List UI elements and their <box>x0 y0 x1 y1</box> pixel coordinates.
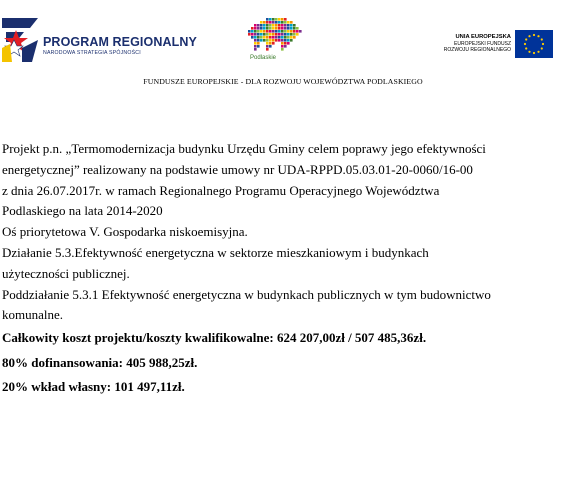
submeasure-line: Poddziałanie 5.3.1 Efektywność energetyczna w budynkach publicznych w tym budownictwo <box>2 286 491 302</box>
total-cost: Całkowity koszt projektu/koszty kwalifikowalne: 624 207,00zł / 507 485,36zł. <box>2 330 427 346</box>
program-regionalny-star-icon <box>2 18 42 62</box>
description-line: z dnia 26.07.2017r. w ramach Regionalnego Programu Operacyjnego Województwa <box>2 182 440 198</box>
measure-line: użyteczności publicznej. <box>2 265 130 281</box>
program-regionalny-text <box>43 36 197 57</box>
header-logos <box>0 0 566 74</box>
priority-axis-line: Oś priorytetowa V. Gospodarka niskoemisyjna. <box>2 224 248 240</box>
podlaskie-bison-icon <box>248 18 302 52</box>
description-line: Projekt p.n. „Termomodernizacja budynku Urzędu Gminy celem poprawy jego efektywności <box>2 141 486 156</box>
podlaskie-logo <box>248 18 302 66</box>
podlaskie-label: Podlaskie <box>250 55 277 61</box>
project-description <box>2 139 564 400</box>
unia-europejska-fund-line2: ROZWOJU REGIONALNEGO <box>443 47 511 53</box>
unia-europejska-title: UNIA EUROPEJSKA <box>455 34 511 40</box>
own-contribution-amount: 20% wkład własny: 101 497,11zł. <box>2 379 185 395</box>
unia-europejska-logo <box>418 28 558 64</box>
program-regionalny-logo <box>2 16 197 66</box>
unia-europejska-text <box>444 34 511 53</box>
eu-flag-icon <box>515 30 553 58</box>
cofinancing-amount: 80% dofinansowania: 405 988,25zł. <box>2 354 198 370</box>
tagline: FUNDUSZE EUROPEJSKIE - DLA ROZWOJU WOJEWÓDZTWA PODLASKIEGO <box>143 77 423 86</box>
measure-line: Działanie 5.3.Efektywność energetyczna w sektorze mieszkaniowym i budynkach <box>2 244 429 260</box>
program-regionalny-title: PROGRAM REGIONALNY <box>43 35 197 49</box>
unia-europejska-fund-line1: EUROPEJSKI FUNDUSZ <box>454 41 511 47</box>
description-line: Podlaskiego na lata 2014-2020 <box>2 203 163 219</box>
description-line: energetycznej” realizowany na podstawie umowy nr UDA-RPPD.05.03.01-20-0060/16-00 <box>2 161 473 177</box>
submeasure-line: komunalne. <box>2 307 64 323</box>
program-regionalny-subtitle: NARODOWA STRATEGIA SPÓJNOŚCI <box>43 50 141 56</box>
